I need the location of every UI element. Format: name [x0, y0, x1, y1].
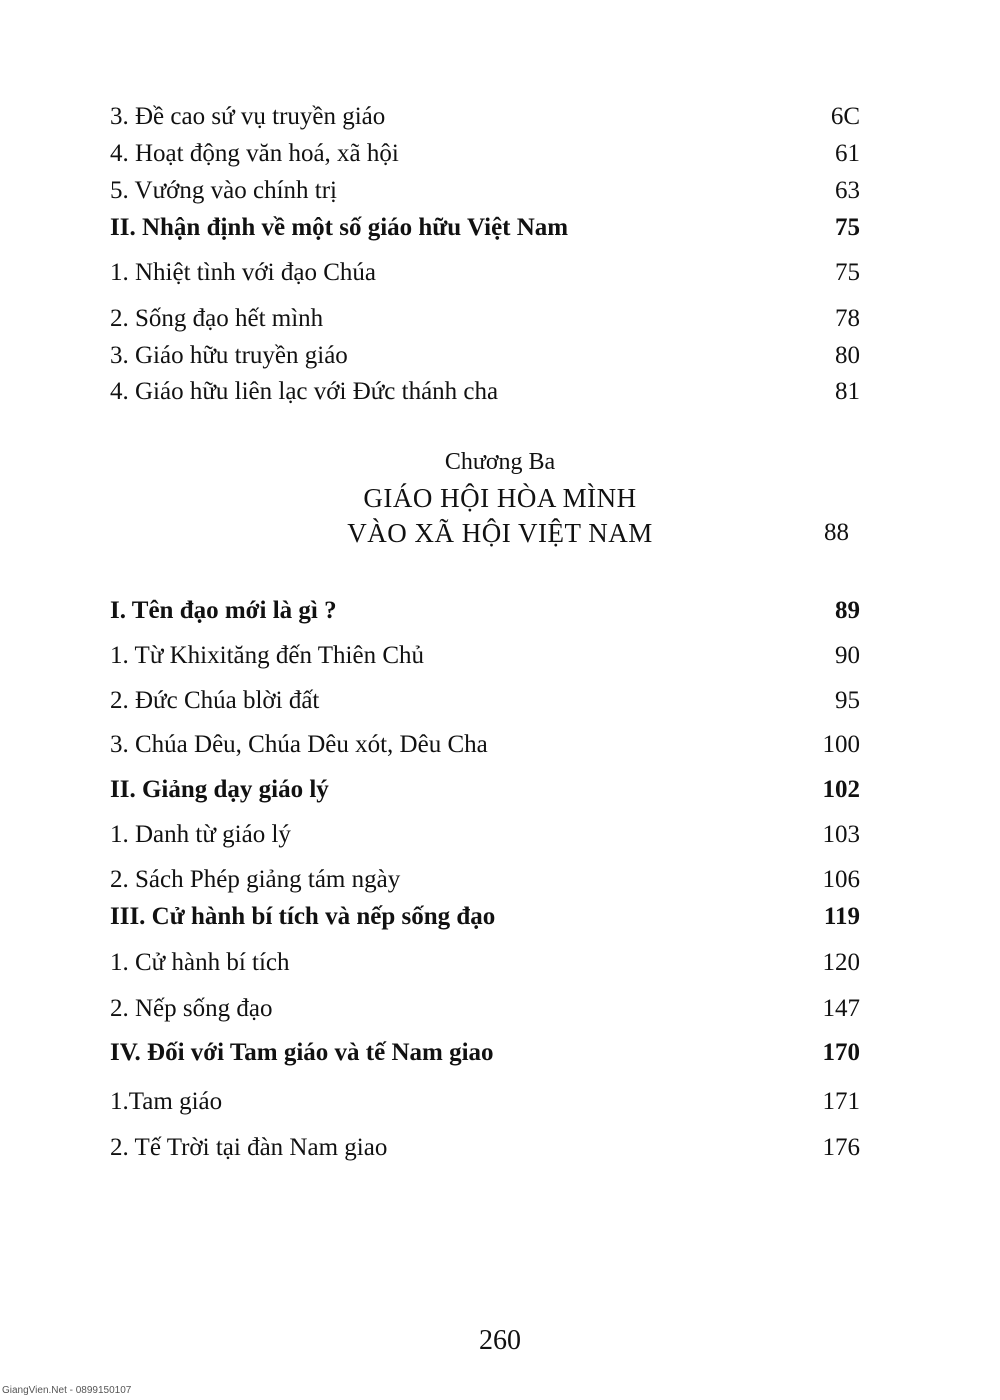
toc-entry	[110, 98, 860, 132]
entry-title: III. Cử hành bí tích và nếp sống đạo	[110, 903, 496, 930]
toc-entry	[110, 637, 860, 671]
entry-title: 2. Nếp sống đạo	[110, 995, 273, 1022]
toc-entry	[110, 726, 860, 760]
toc-entry	[110, 1129, 860, 1163]
entry-page: 75	[835, 214, 860, 241]
entry-title: II. Nhận định về một số giáo hữu Việt Nam	[110, 214, 569, 241]
entry-title: 2. Đức Chúa blời đất	[110, 687, 320, 714]
entry-page: 78	[835, 305, 860, 332]
entry-page: 61	[835, 140, 860, 167]
entry-page: 170	[822, 1039, 860, 1066]
toc-entry	[110, 1083, 860, 1117]
toc-section-heading	[110, 209, 860, 243]
page-number: 260	[479, 1325, 521, 1356]
toc-entry	[110, 337, 860, 371]
toc-entry	[110, 861, 860, 895]
entry-page: 120	[822, 949, 860, 976]
toc-entry	[110, 300, 860, 334]
entry-title: IV. Đối với Tam giáo và tế Nam giao	[110, 1039, 494, 1066]
entry-title: 2. Sống đạo hết mình	[110, 305, 324, 332]
chapter-title-line-2: VÀO XÃ HỘI VIỆT NAM	[347, 518, 653, 548]
entry-page: 95	[835, 687, 860, 714]
entry-title: 1. Cử hành bí tích	[110, 949, 290, 976]
chapter-label: Chương Ba	[444, 449, 556, 475]
entry-title: 2. Tế Trời tại đàn Nam giao	[110, 1134, 388, 1161]
entry-title: 5. Vướng vào chính trị	[110, 177, 337, 204]
entry-title: 2. Sách Phép giảng tám ngày	[110, 866, 401, 893]
entry-title: II. Giảng dạy giáo lý	[110, 776, 329, 803]
entry-page: 6C	[830, 103, 860, 130]
entry-page: 102	[822, 776, 860, 803]
entry-title: I. Tên đạo mới là gì ?	[110, 597, 337, 624]
toc-section-heading	[110, 898, 860, 932]
entry-page: 80	[835, 342, 860, 369]
entry-page: 100	[822, 731, 860, 758]
entry-page: 103	[822, 821, 860, 848]
toc-entry	[110, 816, 860, 850]
toc-entry	[110, 990, 860, 1024]
entry-title: 1. Nhiệt tình với đạo Chúa	[110, 259, 376, 286]
chapter-title-line-1: GIÁO HỘI HÒA MÌNH	[363, 483, 637, 513]
entry-page: 75	[835, 259, 860, 286]
entry-title: 3. Giáo hữu truyền giáo	[110, 342, 348, 369]
toc-entry	[110, 135, 860, 169]
entry-page: 63	[835, 177, 860, 204]
entry-title: 4. Giáo hữu liên lạc với Đức thánh cha	[110, 378, 499, 405]
watermark: GiangVien.Net - 0899150107	[2, 1385, 132, 1396]
entry-page: 90	[835, 642, 860, 669]
entry-title: 3. Chúa Dêu, Chúa Dêu xót, Dêu Cha	[110, 731, 488, 758]
toc-entry	[110, 172, 860, 206]
entry-page: 147	[822, 995, 860, 1022]
entry-title: 4. Hoạt động văn hoá, xã hội	[110, 140, 399, 167]
entry-page: 171	[822, 1088, 860, 1115]
entry-page: 89	[835, 597, 860, 624]
entry-title: 3. Đề cao sứ vụ truyền giáo	[110, 103, 386, 130]
entry-title: 1. Từ Khixităng đến Thiên Chủ	[110, 642, 424, 669]
entry-title: 1. Danh từ giáo lý	[110, 821, 291, 848]
toc-entry	[110, 373, 860, 407]
toc-entry	[110, 682, 860, 716]
toc-entry	[110, 944, 860, 978]
toc-entry	[110, 254, 860, 288]
entry-page: 176	[822, 1134, 860, 1161]
toc-section-heading	[110, 771, 860, 805]
toc-section-heading	[110, 592, 860, 626]
entry-page: 119	[823, 903, 860, 930]
entry-title: 1.Tam giáo	[110, 1088, 223, 1115]
entry-page: 81	[835, 378, 860, 405]
entry-page: 106	[822, 866, 860, 893]
toc-section-heading	[110, 1034, 860, 1068]
chapter-page: 88	[824, 519, 849, 546]
